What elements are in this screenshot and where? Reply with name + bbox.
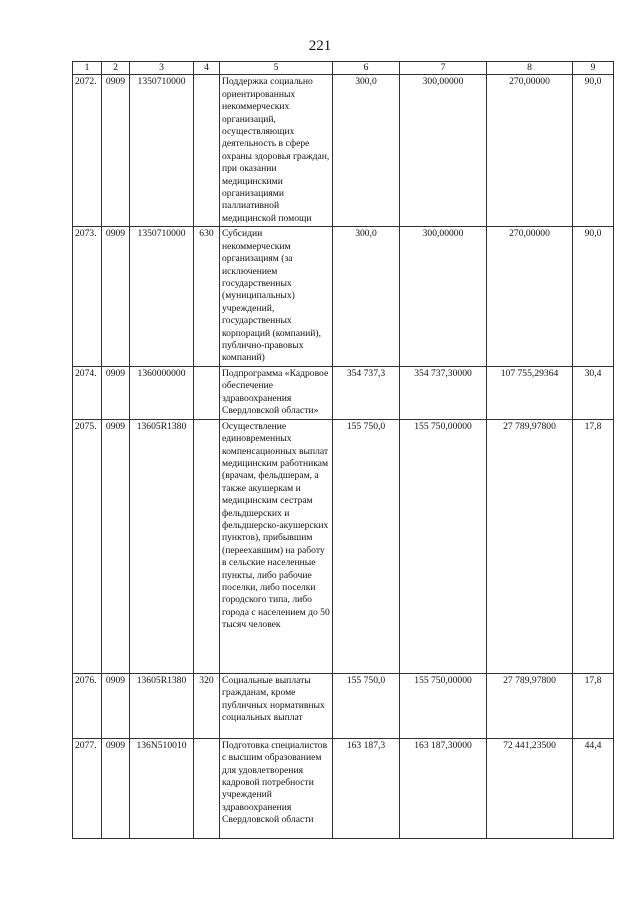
row-number: 2076. [73,673,102,738]
approved-amount: 354 737,30000 [400,366,487,419]
planned-amount: 155 750,0 [333,673,400,738]
target-article-code: 136N510010 [130,738,194,838]
target-article-code: 13605R1380 [130,419,194,673]
table-header [73,62,614,75]
section-code: 0909 [102,75,130,227]
execution-percent: 30,4 [573,366,614,419]
approved-amount: 163 187,30000 [400,738,487,838]
planned-amount: 155 750,0 [333,419,400,673]
table-row [73,366,614,419]
column-header: 8 [487,62,573,75]
table-row [73,673,614,738]
target-article-code: 1350710000 [130,227,194,366]
header-row [73,62,614,75]
row-number: 2075. [73,419,102,673]
section-code: 0909 [102,366,130,419]
column-header: 1 [73,62,102,75]
item-name: Субсидии некоммерческим организациям (за исключением государственных (муниципальных) учреждений, государственных корпораций (компаний), публично-правовых компаний) [220,227,333,366]
executed-amount: 270,00000 [487,227,573,366]
table-row [73,419,614,673]
planned-amount: 163 187,3 [333,738,400,838]
column-header: 4 [194,62,220,75]
executed-amount: 27 789,97800 [487,673,573,738]
column-header: 6 [333,62,400,75]
item-name: Подпрограмма «Кадровое обеспечение здравоохранения Свердловской области» [220,366,333,419]
table-row [73,75,614,227]
execution-percent: 90,0 [573,75,614,227]
planned-amount: 300,0 [333,227,400,366]
planned-amount: 300,0 [333,75,400,227]
table-row [73,738,614,838]
expense-type-code: 320 [194,673,220,738]
execution-percent: 44,4 [573,738,614,838]
section-code: 0909 [102,419,130,673]
planned-amount: 354 737,3 [333,366,400,419]
column-header: 3 [130,62,194,75]
section-code: 0909 [102,227,130,366]
column-header: 9 [573,62,614,75]
executed-amount: 72 441,23500 [487,738,573,838]
expense-type-code [194,75,220,227]
item-name: Подготовка специалистов с высшим образованием для удовлетворения кадровой потребности учреждений здравоохранения Свердловской области [220,738,333,838]
target-article-code: 1360000000 [130,366,194,419]
page-number: 221 [308,38,332,54]
expense-type-code: 630 [194,227,220,366]
row-number: 2073. [73,227,102,366]
section-code: 0909 [102,738,130,838]
row-number: 2074. [73,366,102,419]
execution-percent: 90,0 [573,227,614,366]
target-article-code: 13605R1380 [130,673,194,738]
budget-table [72,61,614,839]
execution-percent: 17,8 [573,419,614,673]
approved-amount: 155 750,00000 [400,419,487,673]
expense-type-code [194,738,220,838]
table-row [73,227,614,366]
target-article-code: 1350710000 [130,75,194,227]
column-header: 5 [220,62,333,75]
executed-amount: 270,00000 [487,75,573,227]
row-number: 2077. [73,738,102,838]
item-name: Осуществление единовременных компенсационных выплат медицинским работникам (врачам, фельдшерам, а также акушеркам и медицинским сестрам фельдшерских и фельдшерско-акушерских пунктов), прибывшим (переехавшим) на работу в сельские населенные пункты, либо рабочие поселки, либо поселки городского типа, либо города с населением до 50 тысяч человек [220,419,333,673]
approved-amount: 155 750,00000 [400,673,487,738]
execution-percent: 17,8 [573,673,614,738]
approved-amount: 300,00000 [400,75,487,227]
expense-type-code [194,366,220,419]
column-header: 7 [400,62,487,75]
executed-amount: 107 755,29364 [487,366,573,419]
item-name: Социальные выплаты гражданам, кроме публичных нормативных социальных выплат [220,673,333,738]
item-name: Поддержка социально ориентированных некоммерческих организаций, осуществляющих деятельность в сфере охраны здоровья граждан, при оказании медицинскими организациями паллиативной медицинской помощи [220,75,333,227]
row-number: 2072. [73,75,102,227]
executed-amount: 27 789,97800 [487,419,573,673]
expense-type-code [194,419,220,673]
column-header: 2 [102,62,130,75]
section-code: 0909 [102,673,130,738]
approved-amount: 300,00000 [400,227,487,366]
